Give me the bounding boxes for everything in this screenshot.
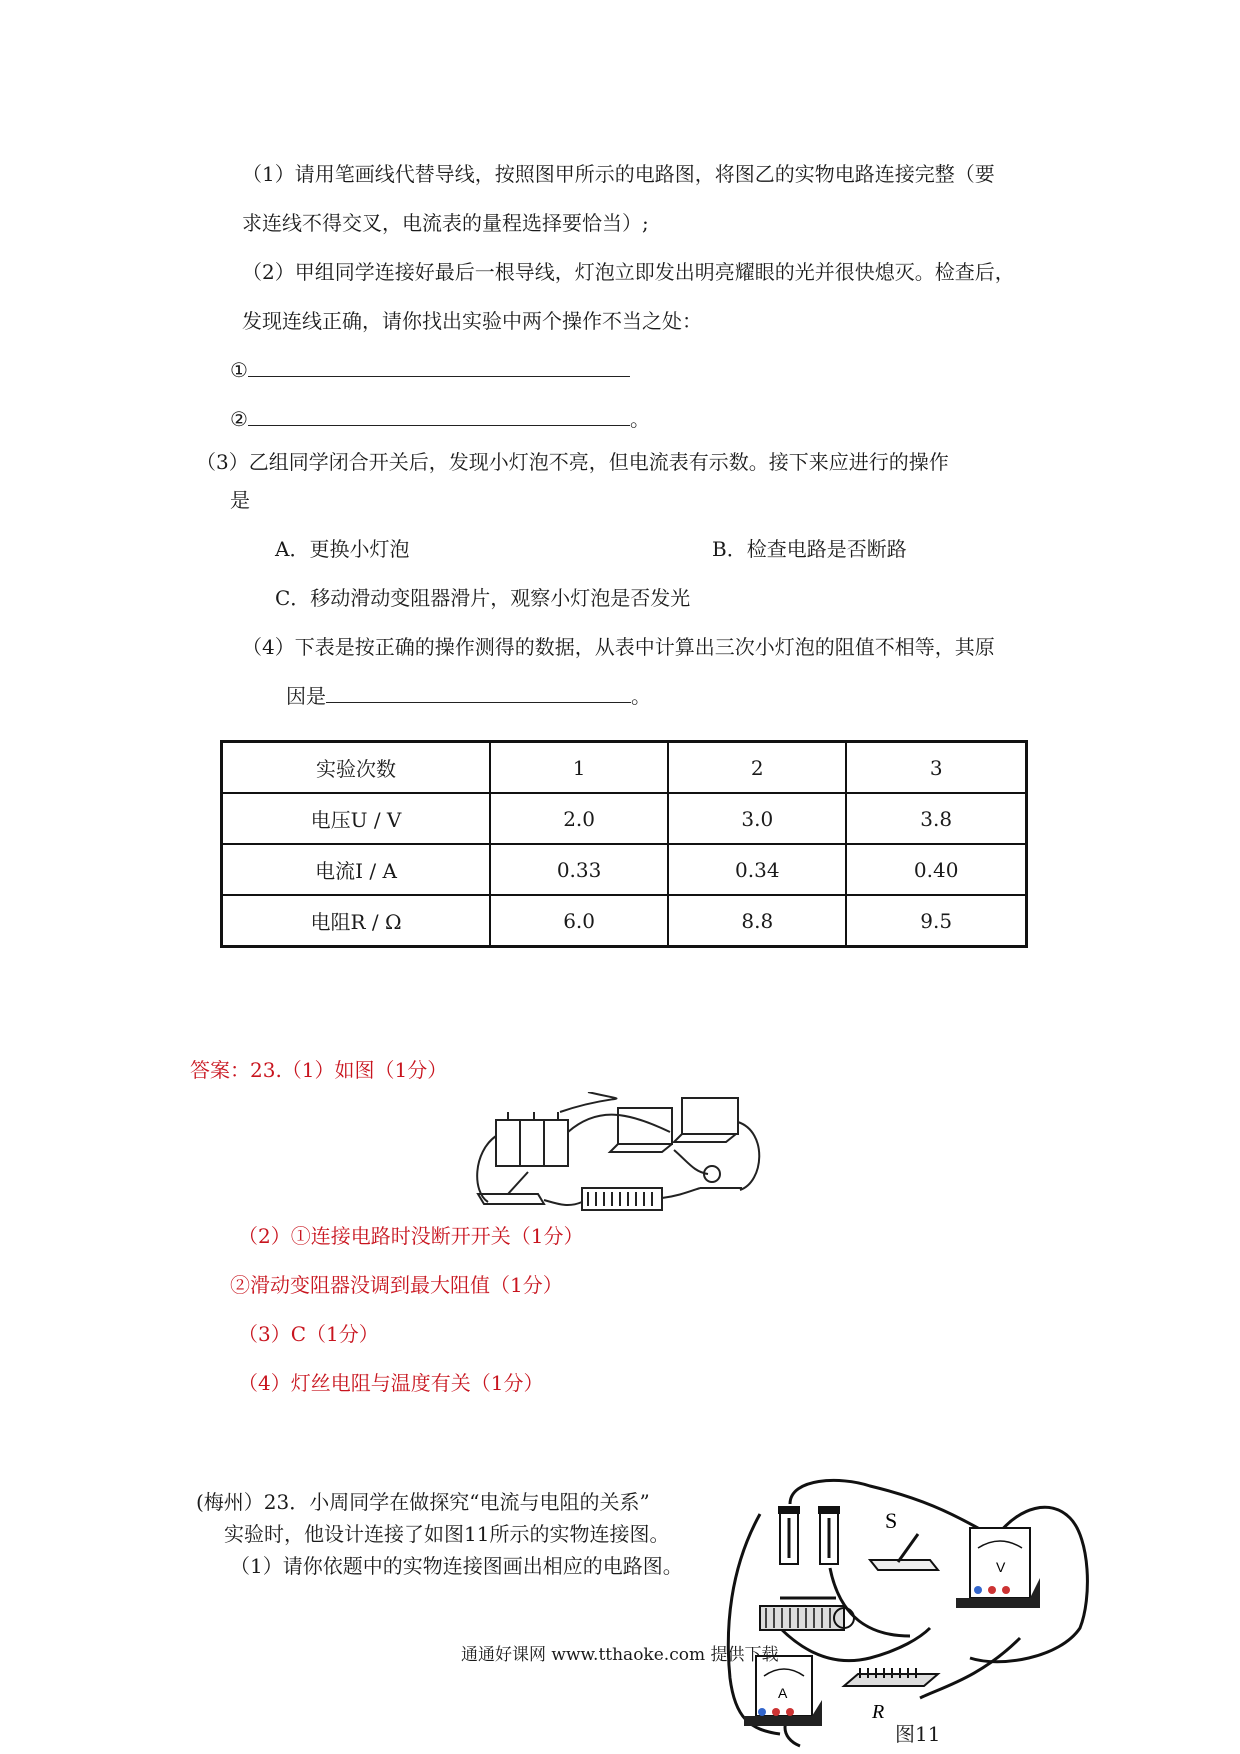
question-part1-line1: （1）请用笔画线代替导线，按照图甲所示的电路图，将图乙的实物电路连接完整（要 — [242, 162, 995, 186]
question-23-line2: 实验时，他设计连接了如图11所示的实物连接图。 — [224, 1522, 670, 1546]
figure-11-caption: 图11 — [895, 1722, 941, 1746]
footer-source: 通通好课网 www.tthaoke.com 提供下载 — [461, 1645, 779, 1665]
table-cell: 电流I / A — [222, 844, 491, 895]
table-cell: 6.0 — [490, 895, 668, 947]
ammeter-icon — [744, 1656, 822, 1726]
answer-part4: （4）灯丝电阻与温度有关（1分） — [238, 1371, 544, 1395]
table-cell: 0.40 — [846, 844, 1026, 895]
answer-heading: 答案：23.（1）如图（1分） — [190, 1058, 448, 1082]
table-cell: 电压U / V — [222, 793, 491, 844]
table-row — [222, 895, 1027, 947]
ammeter-left — [618, 1108, 672, 1144]
question-part2-line2: 发现连线正确，请你找出实验中两个操作不当之处： — [242, 309, 702, 333]
question-part2-line1: （2）甲组同学连接好最后一根导线，灯泡立即发出明亮耀眼的光并很快熄灭。检查后， — [242, 260, 1015, 284]
rheostat-icon — [760, 1598, 854, 1630]
switch-base — [478, 1194, 544, 1204]
blank-marker: ② — [230, 407, 248, 431]
table-cell: 3 — [846, 742, 1026, 794]
answer-part2a: （2）①连接电路时没断开开关（1分） — [238, 1224, 584, 1248]
table-cell: 3.8 — [846, 793, 1026, 844]
table-cell: 1 — [490, 742, 668, 794]
question-part4-line2 — [286, 682, 651, 710]
option-b: B．检查电路是否断路 — [712, 537, 907, 561]
question-23-line3: （1）请你依题中的实物连接图画出相应的电路图。 — [230, 1554, 683, 1578]
table-row — [222, 844, 1027, 895]
battery-cell-2 — [520, 1120, 544, 1166]
answer-part3: （3）C（1分） — [238, 1322, 379, 1346]
table-cell: 2.0 — [490, 793, 668, 844]
figure-11 — [720, 1468, 1092, 1750]
battery-cell-1 — [496, 1120, 520, 1166]
question-part3-line2: 是 — [230, 488, 250, 512]
table-row — [222, 793, 1027, 844]
table-cell: 2 — [668, 742, 846, 794]
table-cell: 9.5 — [846, 895, 1026, 947]
battery-icon — [778, 1506, 840, 1564]
question-23-line1: (梅州）23．小周同学在做探究“电流与电阻的关系” — [196, 1490, 650, 1514]
table-cell: 0.34 — [668, 844, 846, 895]
resistor-label: R — [872, 1701, 885, 1723]
table-cell: 实验次数 — [222, 742, 491, 794]
table-cell: 3.0 — [668, 793, 846, 844]
answer-circuit-figure — [468, 1092, 780, 1222]
option-c: C．移动滑动变阻器滑片，观察小灯泡是否发光 — [275, 586, 691, 610]
period: 。 — [631, 684, 651, 708]
answer-part2b: ②滑动变阻器没调到最大阻值（1分） — [230, 1273, 563, 1297]
option-a: A．更换小灯泡 — [275, 537, 410, 561]
blank-marker: ① — [230, 358, 248, 382]
question-part4-line1: （4）下表是按正确的操作测得的数据，从表中计算出三次小灯泡的阻值不相等，其原 — [242, 635, 995, 659]
question-part1-line2: 求连线不得交叉，电流表的量程选择要恰当）; — [242, 211, 649, 235]
blank-line — [326, 682, 631, 703]
table-cell: 电阻R / Ω — [222, 895, 491, 947]
ammeter-label: A — [778, 1685, 788, 1701]
table-cell: 8.8 — [668, 895, 846, 947]
reason-label: 因是 — [286, 684, 326, 708]
table-cell: 0.33 — [490, 844, 668, 895]
ammeter-right — [682, 1098, 738, 1134]
switch-icon — [870, 1508, 938, 1570]
voltmeter-label: V — [996, 1559, 1006, 1575]
answer-blank-1 — [230, 356, 630, 384]
period: 。 — [629, 407, 650, 431]
voltmeter-icon — [956, 1528, 1040, 1608]
battery-cell-3 — [544, 1120, 568, 1166]
rheostat — [582, 1188, 662, 1210]
answer-blank-2 — [230, 405, 650, 433]
blank-line — [248, 405, 630, 426]
switch-label: S — [885, 1508, 898, 1533]
blank-line — [248, 356, 630, 377]
question-part3-line1: （3）乙组同学闭合开关后，发现小灯泡不亮，但电流表有示数。接下来应进行的操作 — [196, 450, 949, 474]
data-table — [220, 740, 1028, 948]
table-header-row — [222, 742, 1027, 794]
